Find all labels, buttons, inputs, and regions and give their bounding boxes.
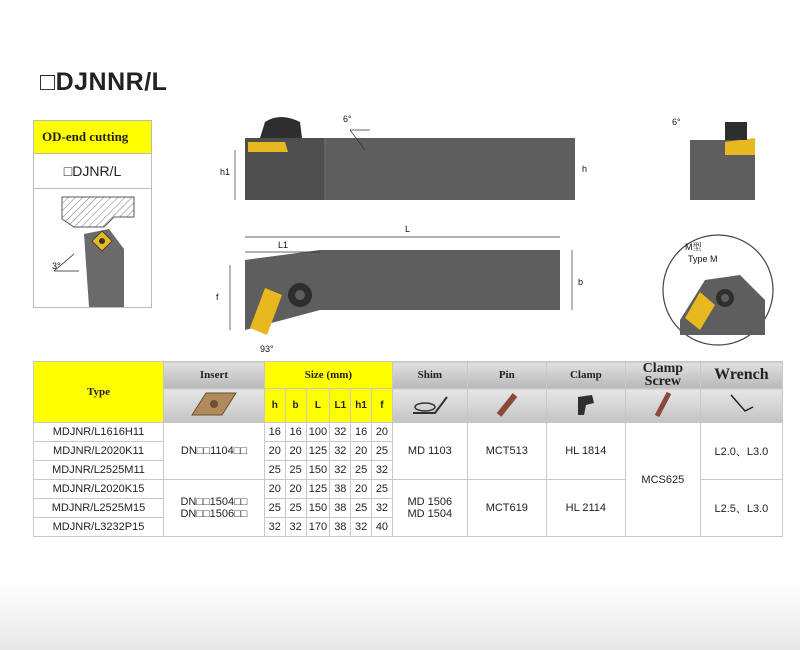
size-cell: 125	[306, 480, 330, 499]
size-cell: 150	[306, 499, 330, 518]
pin-cell: MCT619	[467, 480, 546, 537]
size-cell: 38	[330, 480, 351, 499]
h1-label: h1	[220, 167, 231, 177]
size-col-h1: h1	[351, 389, 372, 423]
size-cell: 38	[330, 518, 351, 537]
holder-code: □DJNR/L	[34, 153, 151, 188]
page-title: □DJNNR/L	[40, 68, 168, 96]
model-cell: MDJNR/L2020K15	[34, 480, 164, 499]
clamp-screw-header: Clamp Screw	[625, 362, 700, 389]
size-cell: 40	[372, 518, 393, 537]
size-cell: 25	[264, 461, 285, 480]
L-label: L	[405, 224, 411, 234]
size-cell: 38	[330, 499, 351, 518]
operation-label: OD-end cutting	[34, 121, 151, 153]
side-clamp	[725, 122, 747, 140]
shim-header: Shim	[392, 362, 467, 389]
size-cell: 25	[351, 499, 372, 518]
size-cell: 16	[351, 423, 372, 442]
angle-label: 3°	[52, 261, 61, 271]
size-cell: 20	[351, 442, 372, 461]
size-cell: 32	[264, 518, 285, 537]
table-row	[34, 423, 783, 442]
clamp-cell: HL 2114	[546, 480, 625, 537]
size-cell: 32	[285, 518, 306, 537]
wrench-cell: L2.0、L3.0	[700, 423, 782, 480]
insert-cell-group2	[164, 480, 265, 537]
shim-cell-group2	[392, 480, 467, 537]
cutting-illustration	[34, 188, 151, 307]
size-cell: 170	[306, 518, 330, 537]
clamp-screw-cell: MCS625	[625, 423, 700, 537]
size-cell: 32	[330, 423, 351, 442]
type-m-en: Type M	[688, 254, 718, 264]
insert-code-2: DN□□1506□□	[180, 508, 248, 520]
size-cell: 20	[351, 480, 372, 499]
size-cell: 100	[306, 423, 330, 442]
wrench-header: Wrench	[700, 362, 782, 389]
h-label: h	[582, 164, 588, 174]
size-cell: 32	[351, 518, 372, 537]
size-cell: 25	[285, 499, 306, 518]
size-cell: 25	[372, 442, 393, 461]
size-cell: 25	[351, 461, 372, 480]
insert-cell: DN□□1104□□	[164, 423, 265, 480]
model-cell: MDJNR/L2525M15	[34, 499, 164, 518]
size-col-b: b	[285, 389, 306, 423]
bottom-shade	[0, 580, 800, 650]
insert-header: Insert	[164, 362, 265, 389]
size-header: Size (mm)	[264, 362, 392, 389]
size-cell: 20	[285, 442, 306, 461]
size-cell: 16	[285, 423, 306, 442]
size-cell: 25	[264, 499, 285, 518]
size-cell: 125	[306, 442, 330, 461]
model-cell: MDJNR/L3232P15	[34, 518, 164, 537]
shim-icon	[392, 389, 467, 423]
pin-icon	[467, 389, 546, 423]
shim-cell: MD 1103	[392, 423, 467, 480]
insert-code-1: DN□□1504□□	[180, 496, 248, 508]
clamp-cell: HL 1814	[546, 423, 625, 480]
top-insert	[248, 142, 288, 152]
size-cell: 32	[372, 461, 393, 480]
top-angle-label: 6°	[343, 114, 352, 124]
size-cell: 20	[285, 480, 306, 499]
L1-label: L1	[278, 240, 289, 250]
size-cell: 20	[264, 480, 285, 499]
top-clamp	[260, 117, 302, 138]
shim-code-1: MD 1506	[407, 496, 453, 508]
model-cell: MDJNR/L1616H11	[34, 423, 164, 442]
size-col-L: L	[306, 389, 330, 423]
model-cell: MDJNR/L2525M11	[34, 461, 164, 480]
shim-code-2: MD 1504	[407, 508, 453, 520]
size-cell: 20	[264, 442, 285, 461]
size-cell: 25	[372, 480, 393, 499]
angle-93-label: 93°	[260, 344, 274, 354]
clamp-screw-icon	[625, 389, 700, 423]
size-cell: 150	[306, 461, 330, 480]
f-label: f	[216, 292, 219, 302]
wrench-icon	[700, 389, 782, 423]
wrench-cell: L2.5、L3.0	[700, 480, 782, 537]
model-cell: MDJNR/L2020K11	[34, 442, 164, 461]
insert-icon	[164, 389, 265, 423]
b-label: b	[578, 277, 584, 287]
pin-cell: MCT513	[467, 423, 546, 480]
size-cell: 32	[330, 461, 351, 480]
technical-drawing	[210, 100, 790, 360]
size-col-h: h	[264, 389, 285, 423]
size-cell: 20	[372, 423, 393, 442]
type-m-cn: M型	[685, 242, 702, 252]
clamp-icon	[546, 389, 625, 423]
operation-panel	[33, 120, 152, 308]
size-cell: 32	[330, 442, 351, 461]
size-col-f: f	[372, 389, 393, 423]
size-cell: 32	[372, 499, 393, 518]
size-cell: 25	[285, 461, 306, 480]
clamp-header: Clamp	[546, 362, 625, 389]
type-header: Type	[34, 362, 164, 423]
side-angle-label: 6°	[672, 117, 681, 127]
size-cell: 16	[264, 423, 285, 442]
spec-table	[33, 361, 783, 537]
size-col-L1: L1	[330, 389, 351, 423]
pin-header: Pin	[467, 362, 546, 389]
